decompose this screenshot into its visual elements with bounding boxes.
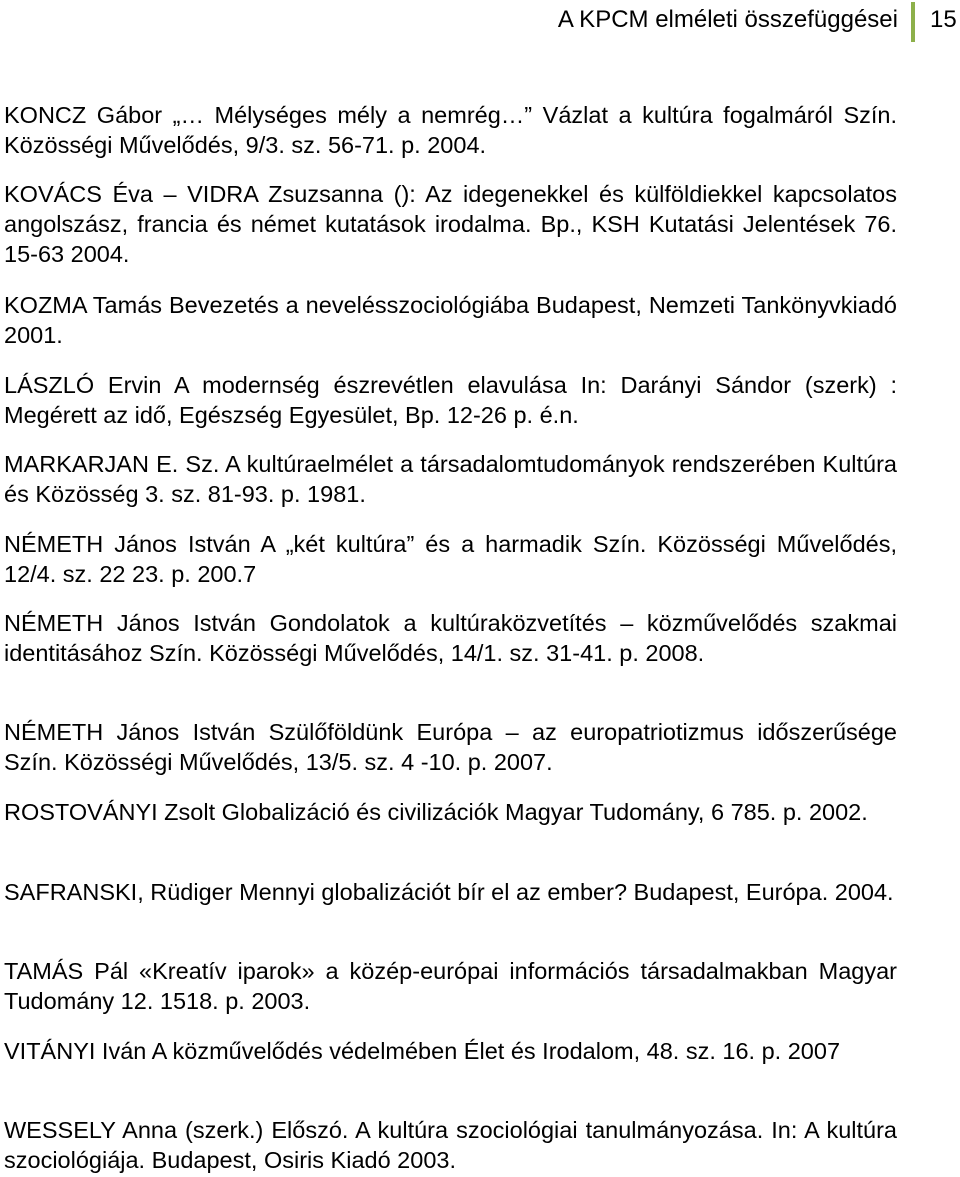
reference-item: WESSELY Anna (szerk.) Előszó. A kultúra szociológiai tanulmányozása. In: A kultúra szociológiája. Budapest, Osiris Kiadó 2003.	[4, 1117, 897, 1173]
reference-item: LÁSZLÓ Ervin A modernség észrevétlen elavulása In: Darányi Sándor (szerk) : Megérett az idő, Egészség Egyesület, Bp. 12-26 p. é.n.	[4, 372, 897, 428]
reference-item: MARKARJAN E. Sz. A kultúraelmélet a társadalomtudományok rendszerében Kultúra és Közösség 3. sz. 81-93. p. 1981.	[4, 451, 897, 507]
header-title: A KPCM elméleti összefüggései	[557, 6, 898, 33]
reference-item: KONCZ Gábor „… Mélységes mély a nemrég…” Vázlat a kultúra fogalmáról Szín. Közösségi Művelődés, 9/3. sz. 56-71. p. 2004.	[4, 102, 897, 158]
reference-item: VITÁNYI Iván A közművelődés védelmében Élet és Irodalom, 48. sz. 16. p. 2007	[4, 1038, 841, 1064]
reference-item: KOZMA Tamás Bevezetés a nevelésszociológiába Budapest, Nemzeti Tankönyvkiadó 2001.	[4, 292, 897, 348]
reference-item: TAMÁS Pál «Kreatív iparok» a közép-európai információs társadalmakban Magyar Tudomány 12. 1518. p. 2003.	[4, 958, 897, 1014]
reference-item: NÉMETH János István Gondolatok a kultúraközvetítés – közművelődés szakmai identitásához Szín. Közösségi Művelődés, 14/1. sz. 31-41. p. 2008.	[4, 610, 897, 666]
header-divider	[911, 2, 915, 42]
reference-item: ROSTOVÁNYI Zsolt Globalizáció és civilizációk Magyar Tudomány, 6 785. p. 2002.	[4, 799, 868, 825]
reference-item: SAFRANSKI, Rüdiger Mennyi globalizációt bír el az ember? Budapest, Európa. 2004.	[4, 879, 894, 905]
reference-item: NÉMETH János István A „két kultúra” és a harmadik Szín. Közösségi Művelődés, 12/4. sz. 22 23. p. 200.7	[4, 531, 897, 587]
reference-item: KOVÁCS Éva – VIDRA Zsuzsanna (): Az idegenekkel és külföldiekkel kapcsolatos angolszász, francia és német kutatások irodalma. Bp., KSH Kutatási Jelentések 76. 15-63 2004.	[4, 181, 897, 267]
reference-item: NÉMETH János István Szülőföldünk Európa – az europatriotizmus időszerűsége Szín. Közösségi Művelődés, 13/5. sz. 4 -10. p. 2007.	[4, 719, 897, 775]
page-number: 15	[930, 6, 957, 33]
page-header	[0, 0, 960, 44]
